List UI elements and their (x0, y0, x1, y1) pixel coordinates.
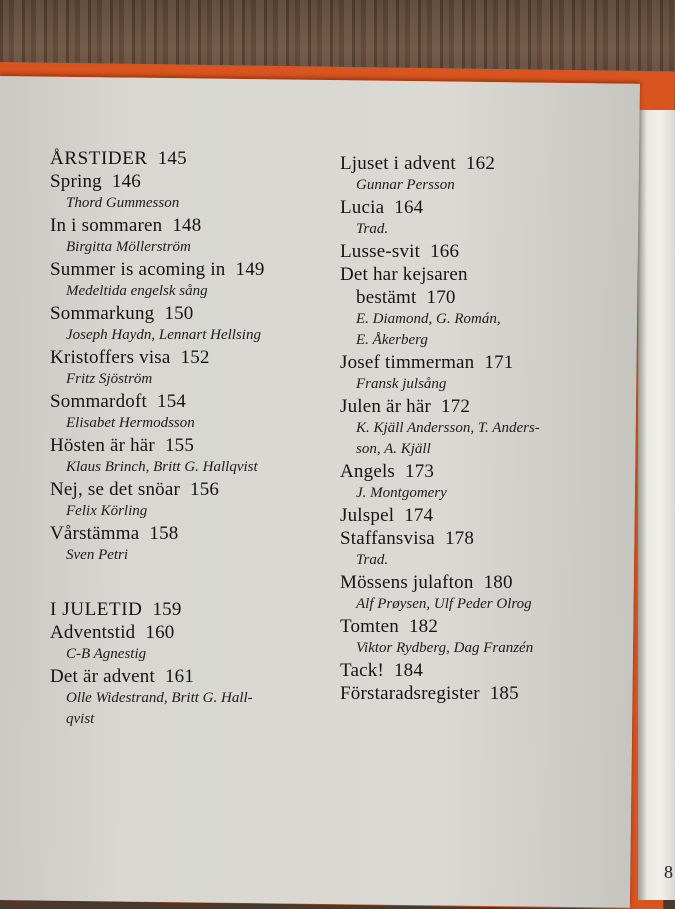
toc-title (340, 659, 620, 682)
toc-entry (340, 527, 620, 571)
toc-page-number: 180 (483, 572, 513, 593)
toc-title-text: Tack! (340, 660, 384, 681)
toc-title-text: Vårstämma (50, 523, 140, 544)
toc-title (340, 571, 620, 594)
toc-title-text: bestämt (356, 287, 417, 308)
toc-page-number: 173 (405, 461, 435, 482)
toc-author: E. Åkerberg (356, 332, 428, 348)
toc-title-text: Julen är här (340, 396, 432, 417)
toc-title-text: Summer is acoming in (50, 259, 226, 280)
toc-title-text: Ljuset i advent (340, 153, 456, 174)
toc-title-text: Hösten är här (50, 435, 155, 456)
toc-entry (340, 571, 620, 615)
toc-title (340, 682, 620, 705)
toc-title (50, 434, 330, 457)
toc-author: Sven Petri (66, 547, 129, 563)
toc-title (50, 170, 330, 193)
toc-page-number: 158 (149, 523, 179, 544)
toc-title-text: Lucia (340, 197, 385, 218)
toc-title-text: Josef timmerman (340, 352, 475, 373)
toc-title (340, 152, 620, 175)
toc-title (340, 527, 620, 550)
toc-entry (340, 615, 620, 659)
toc-title-line: Det har kejsaren (340, 264, 468, 285)
toc-entry (50, 170, 330, 214)
toc-title-text: I JULETID (50, 599, 143, 620)
toc-title (50, 258, 330, 281)
toc-entry (50, 214, 330, 258)
toc-author: Fransk julsång (356, 376, 447, 392)
toc-page-number: 156 (190, 479, 220, 500)
toc-title-text: In i sommaren (50, 215, 163, 236)
toc-author: Klaus Brinch, Britt G. Hallqvist (66, 459, 258, 475)
toc-page-number: 185 (489, 683, 519, 704)
toc-page-number: 145 (157, 148, 187, 169)
toc-title-text: Angels (340, 461, 396, 482)
toc-author: Birgitta Möllerström (66, 239, 191, 255)
toc-title (50, 147, 330, 170)
toc-page-number: 162 (465, 153, 496, 174)
toc-entry (340, 240, 620, 263)
toc-right-column (340, 152, 620, 705)
toc-title-text: Tomten (340, 616, 399, 637)
toc-section-entry (50, 598, 330, 621)
toc-entry (340, 395, 620, 460)
edge-page-number: 8 (664, 862, 673, 882)
toc-title (340, 351, 620, 374)
toc-title (340, 395, 620, 418)
toc-author: Trad. (356, 552, 389, 568)
toc-entry (50, 390, 330, 434)
toc-left-column (50, 147, 330, 730)
toc-title-text: Förstaradsregister (340, 683, 480, 704)
section-gap (50, 566, 330, 598)
toc-author: qvist (66, 711, 95, 727)
toc-title (50, 598, 330, 621)
toc-title-text: Adventstid (50, 622, 136, 643)
toc-entry (340, 263, 620, 351)
toc-entry (50, 621, 330, 665)
toc-entry (50, 434, 330, 478)
toc-title (340, 504, 620, 527)
toc-author: Felix Körling (66, 503, 148, 519)
toc-author: Alf Prøysen, Ulf Peder Olrog (356, 596, 532, 612)
toc-title-text: Julspel (340, 505, 395, 526)
toc-title (50, 522, 330, 545)
next-page-edge (638, 110, 675, 900)
toc-title-text: Spring (50, 171, 102, 192)
toc-page-number: 161 (164, 666, 195, 687)
toc-author: Elisabet Hermodsson (66, 415, 195, 431)
toc-title-text: Kristoffers visa (50, 347, 171, 368)
toc-author: Olle Widestrand, Britt G. Hall- (66, 690, 253, 706)
toc-title (50, 346, 330, 369)
toc-entry (50, 346, 330, 390)
toc-title-text: Mössens julafton (340, 572, 474, 593)
toc-title-text: Sommardoft (50, 391, 147, 412)
toc-entry (340, 196, 620, 240)
toc-entry (50, 522, 330, 566)
toc-title-text: Lusse-svit (340, 241, 421, 262)
toc-author: Trad. (356, 221, 389, 237)
toc-title (50, 621, 330, 644)
toc-entry (340, 152, 620, 196)
toc-entry (340, 351, 620, 395)
toc-author: C-B Agnestig (66, 646, 147, 662)
toc-page-number: 184 (393, 660, 424, 681)
toc-page-number: 152 (180, 347, 210, 368)
toc-author: Viktor Rydberg, Dag Franzén (356, 640, 534, 656)
toc-page-number: 166 (430, 241, 460, 262)
toc-title-text: Sommarkung (50, 303, 155, 324)
toc-author: Joseph Haydn, Lennart Hellsing (66, 327, 261, 343)
toc-entry (340, 504, 620, 527)
toc-entry (340, 682, 620, 705)
toc-author: Fritz Sjöström (66, 371, 153, 387)
toc-title (50, 214, 330, 237)
toc-entry (50, 302, 330, 346)
toc-entry (340, 460, 620, 504)
toc-page-number: 171 (484, 352, 514, 373)
toc-entry (340, 659, 620, 682)
toc-title (340, 240, 620, 263)
toc-title-text: ÅRSTIDER (50, 148, 148, 169)
toc-page-number: 154 (157, 391, 187, 412)
toc-page-number: 159 (152, 599, 182, 620)
toc-page-number: 164 (394, 197, 424, 218)
toc-author: son, A. Kjäll (356, 441, 431, 457)
toc-page-number: 178 (444, 528, 475, 549)
toc-title (50, 390, 330, 413)
toc-page-number: 149 (235, 259, 265, 280)
toc-title (340, 460, 620, 483)
toc-section-entry (50, 147, 330, 170)
toc-page-number: 155 (164, 435, 195, 456)
toc-page-number: 148 (172, 215, 202, 236)
toc-title-text: Det är advent (50, 666, 155, 687)
toc-title (50, 478, 330, 501)
toc-author: Medeltida engelsk sång (66, 283, 208, 299)
toc-title (340, 263, 620, 309)
toc-page-number: 174 (404, 505, 434, 526)
toc-entry (50, 258, 330, 302)
toc-author: Thord Gummesson (66, 195, 180, 211)
toc-entry (50, 665, 330, 730)
toc-entry (50, 478, 330, 522)
toc-title (50, 665, 330, 688)
toc-page-number: 160 (145, 622, 175, 643)
toc-page-number: 170 (426, 287, 456, 308)
toc-author: J. Montgomery (356, 485, 447, 501)
toc-title-text: Nej, se det snöar (50, 479, 181, 500)
toc-author: E. Diamond, G. Román, (356, 311, 501, 327)
toc-title-text: Staffansvisa (340, 528, 435, 549)
toc-title (340, 196, 620, 219)
toc-page-number: 172 (441, 396, 471, 417)
toc-page-number: 146 (111, 171, 141, 192)
toc-page-number: 182 (408, 616, 439, 637)
toc-author: K. Kjäll Andersson, T. Anders- (356, 420, 540, 436)
toc-author: Gunnar Persson (356, 177, 455, 193)
toc-title (50, 302, 330, 325)
toc-title (340, 615, 620, 638)
toc-page-number: 150 (164, 303, 194, 324)
